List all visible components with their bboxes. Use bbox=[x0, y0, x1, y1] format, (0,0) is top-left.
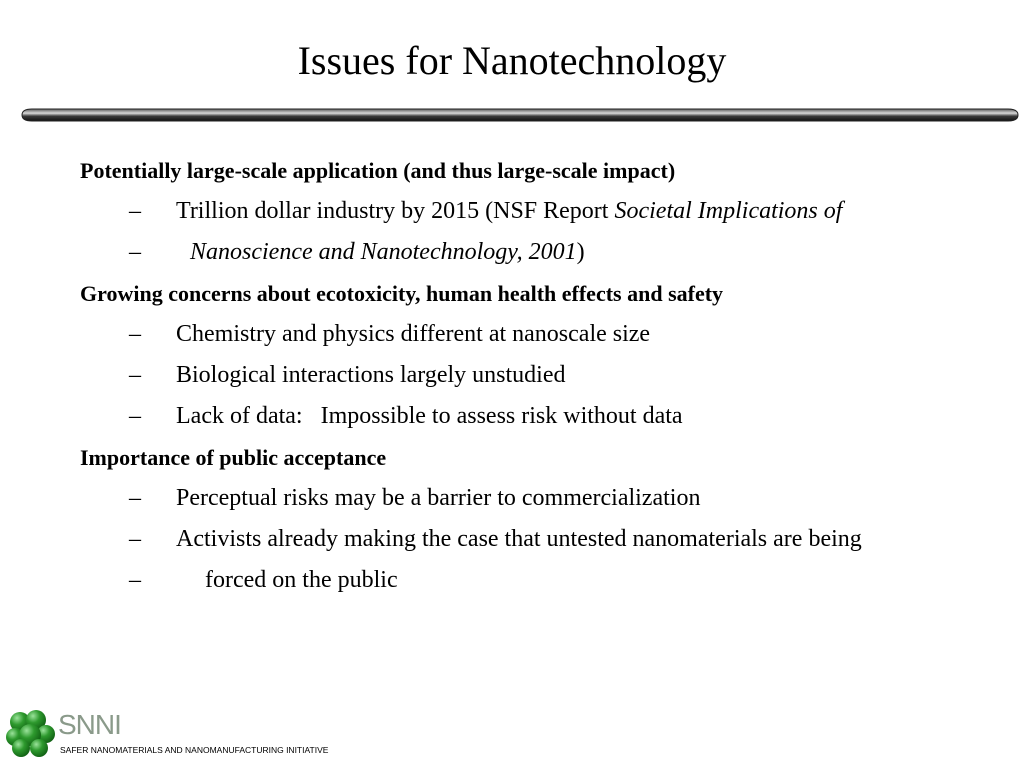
section-heading: Growing concerns about ecotoxicity, human health effects and safety bbox=[80, 281, 724, 306]
dash-bullet: – bbox=[129, 567, 141, 593]
dash-bullet: – bbox=[129, 239, 141, 265]
list-item-text: forced on the public bbox=[205, 567, 398, 593]
dash-bullet: – bbox=[129, 403, 141, 429]
list-item-text: Biological interactions largely unstudied bbox=[176, 362, 566, 388]
list-item-text: Nanoscience and Nanotechnology, 2001) bbox=[190, 239, 585, 265]
list-item bbox=[80, 396, 1010, 437]
dash-bullet: – bbox=[129, 526, 141, 552]
section-heading: Potentially large-scale application (and thus large-scale impact) bbox=[80, 158, 676, 183]
dash-bullet: – bbox=[129, 485, 141, 511]
logo-wordmark: SNNI bbox=[58, 709, 121, 740]
list-item-text: Chemistry and physics different at nanoscale size bbox=[176, 321, 651, 347]
list-item-text: Perceptual risks may be a barrier to commercialization bbox=[176, 485, 701, 511]
list-item bbox=[80, 314, 1010, 355]
list-item-text: Lack of data: Impossible to assess risk without data bbox=[176, 403, 683, 429]
list-item bbox=[80, 191, 1010, 232]
dash-bullet: – bbox=[129, 362, 141, 388]
title-divider-rule bbox=[20, 108, 1020, 122]
logo-tagline: SAFER NANOMATERIALS AND NANOMANUFACTURING INITIATIVE bbox=[60, 745, 329, 755]
list-item-text: Activists already making the case that untested nanomaterials are being bbox=[176, 526, 862, 552]
slide-title: Issues for Nanotechnology bbox=[297, 38, 727, 83]
list-item bbox=[80, 560, 1010, 601]
green-molecule-cluster-icon bbox=[6, 708, 56, 758]
section-heading: Importance of public acceptance bbox=[80, 445, 387, 470]
list-item bbox=[80, 232, 1010, 273]
list-item-text: Trillion dollar industry by 2015 (NSF Report Societal Implications of bbox=[176, 198, 843, 224]
list-item bbox=[80, 478, 1010, 519]
snni-logo bbox=[6, 708, 329, 762]
dash-bullet: – bbox=[129, 321, 141, 347]
list-item bbox=[80, 519, 1010, 560]
dash-bullet: – bbox=[129, 198, 141, 224]
list-item bbox=[80, 355, 1010, 396]
slide-body bbox=[80, 150, 1010, 601]
